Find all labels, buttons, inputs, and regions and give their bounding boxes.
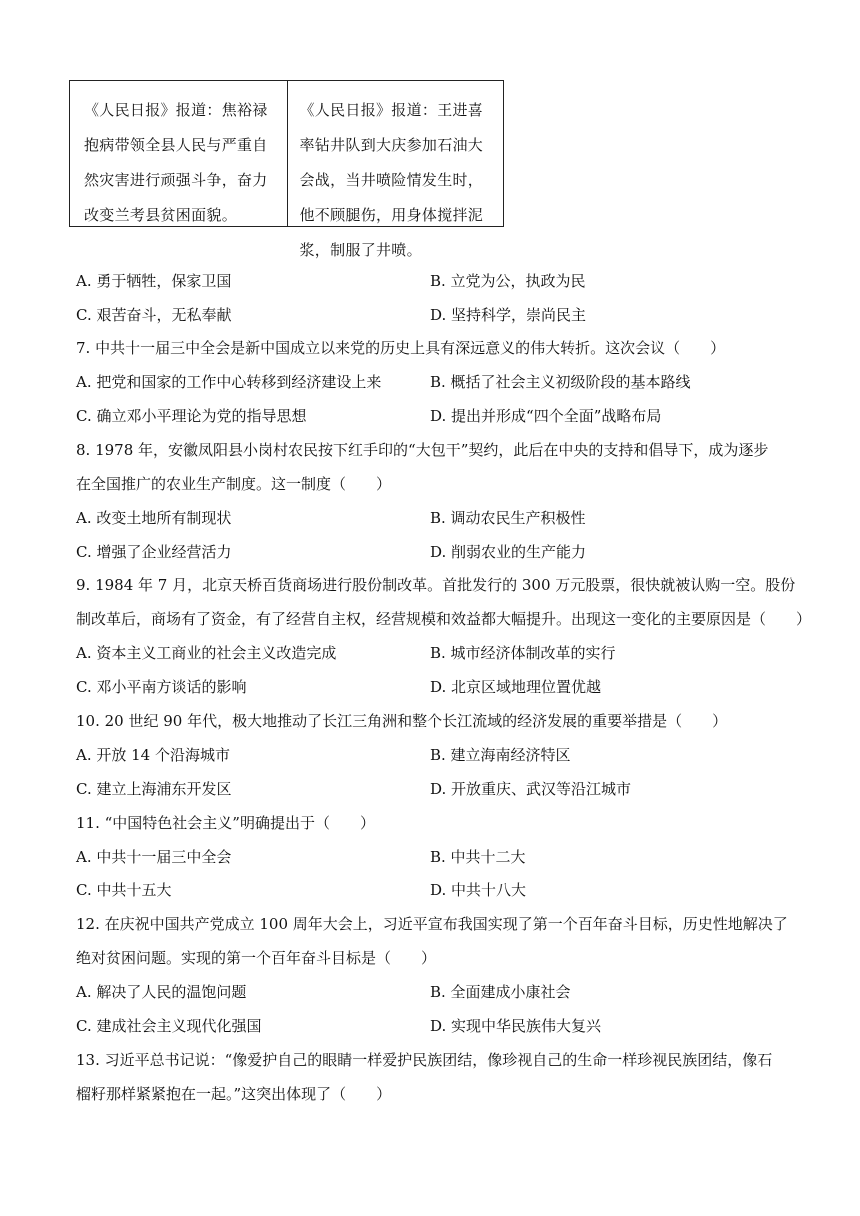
q9-option-b[interactable]: B. 城市经济体制改革的实行 [430,644,616,662]
q6-option-d[interactable]: D. 坚持科学，崇尚民主 [430,306,587,324]
q9-option-c[interactable]: C. 邓小平南方谈话的影响 [76,678,247,696]
q7-option-d[interactable]: D. 提出并形成“四个全面”战略布局 [430,407,662,425]
q13-stem-line1: 13. 习近平总书记说：“像爱护自己的眼睛一样爱护民族团结，像珍视自己的生命一样珍视民族团结，像石 [76,1051,773,1069]
q7-option-c[interactable]: C. 确立邓小平理论为党的指导思想 [76,407,307,425]
q10-option-c[interactable]: C. 建立上海浦东开发区 [76,780,232,798]
quote-jiao-yulu: 《人民日报》报道：焦裕禄抱病带领全县人民与严重自然灾害进行顽强斗争，奋力改变兰考县贫困面貌。 [84,101,268,224]
q11-option-b[interactable]: B. 中共十二大 [430,848,526,866]
q12-stem-line1: 12. 在庆祝中国共产党成立 100 周年大会上，习近平宣布我国实现了第一个百年奋斗目标，历史性地解决了 [76,915,788,933]
q12-option-d[interactable]: D. 实现中华民族伟大复兴 [430,1017,602,1035]
q10-option-b[interactable]: B. 建立海南经济特区 [430,746,571,764]
q10-option-a[interactable]: A. 开放 14 个沿海城市 [76,746,230,764]
q9-stem-line2: 制改革后，商场有了资金，有了经营自主权，经营规模和效益都大幅提升。出现这一变化的主要原因是（ ） [76,610,812,628]
q12-option-a[interactable]: A. 解决了人民的温饱问题 [76,983,247,1001]
q10-option-d[interactable]: D. 开放重庆、武汉等沿江城市 [430,780,632,798]
q12-option-b[interactable]: B. 全面建成小康社会 [430,983,571,1001]
q7-option-a[interactable]: A. 把党和国家的工作中心转移到经济建设上来 [76,373,382,391]
q8-stem-line1: 8. 1978 年，安徽凤阳县小岗村农民按下红手印的“大包干”契约，此后在中央的支持和倡导下，成为逐步 [76,441,769,459]
quote-wang-jinxi: 《人民日报》报道：王进喜率钻井队到大庆参加石油大会战，当井喷险情发生时，他不顾腿伤，用身体搅拌泥浆，制服了井喷。 [287,81,504,226]
q9-option-a[interactable]: A. 资本主义工商业的社会主义改造完成 [76,644,337,662]
q8-option-d[interactable]: D. 削弱农业的生产能力 [430,543,587,561]
q11-stem: 11. “中国特色社会主义”明确提出于（ ） [76,814,375,832]
q6-option-c[interactable]: C. 艰苦奋斗，无私奉献 [76,306,232,324]
q8-option-c[interactable]: C. 增强了企业经营活力 [76,543,232,561]
q8-option-b[interactable]: B. 调动农民生产积极性 [430,509,586,527]
q9-stem-line1: 9. 1984 年 7 月，北京天桥百货商场进行股份制改革。首批发行的 300 万元股票，很快就被认购一空。股份 [76,576,796,594]
quote-table [69,80,504,259]
q7-stem: 7. 中共十一届三中全会是新中国成立以来党的历史上具有深远意义的伟大转折。这次会议（ ） [76,339,726,357]
q6-option-a[interactable]: A. 勇于牺牲，保家卫国 [76,272,232,290]
q11-option-d[interactable]: D. 中共十八大 [430,881,527,899]
q9-option-d[interactable]: D. 北京区域地理位置优越 [430,678,602,696]
q10-stem: 10. 20 世纪 90 年代，极大地推动了长江三角洲和整个长江流域的经济发展的重要举措是（ ） [76,712,728,730]
q7-option-b[interactable]: B. 概括了社会主义初级阶段的基本路线 [430,373,691,391]
q11-option-c[interactable]: C. 中共十五大 [76,881,172,899]
q11-option-a[interactable]: A. 中共十一届三中全会 [76,848,232,866]
q8-stem-line2: 在全国推广的农业生产制度。这一制度（ ） [76,475,392,493]
q12-stem-line2: 绝对贫困问题。实现的第一个百年奋斗目标是（ ） [76,949,437,967]
q13-stem-line2: 榴籽那样紧紧抱在一起。”这突出体现了（ ） [76,1085,392,1103]
q6-option-b[interactable]: B. 立党为公，执政为民 [430,272,586,290]
q8-option-a[interactable]: A. 改变土地所有制现状 [76,509,232,527]
q12-option-c[interactable]: C. 建成社会主义现代化强国 [76,1017,262,1035]
